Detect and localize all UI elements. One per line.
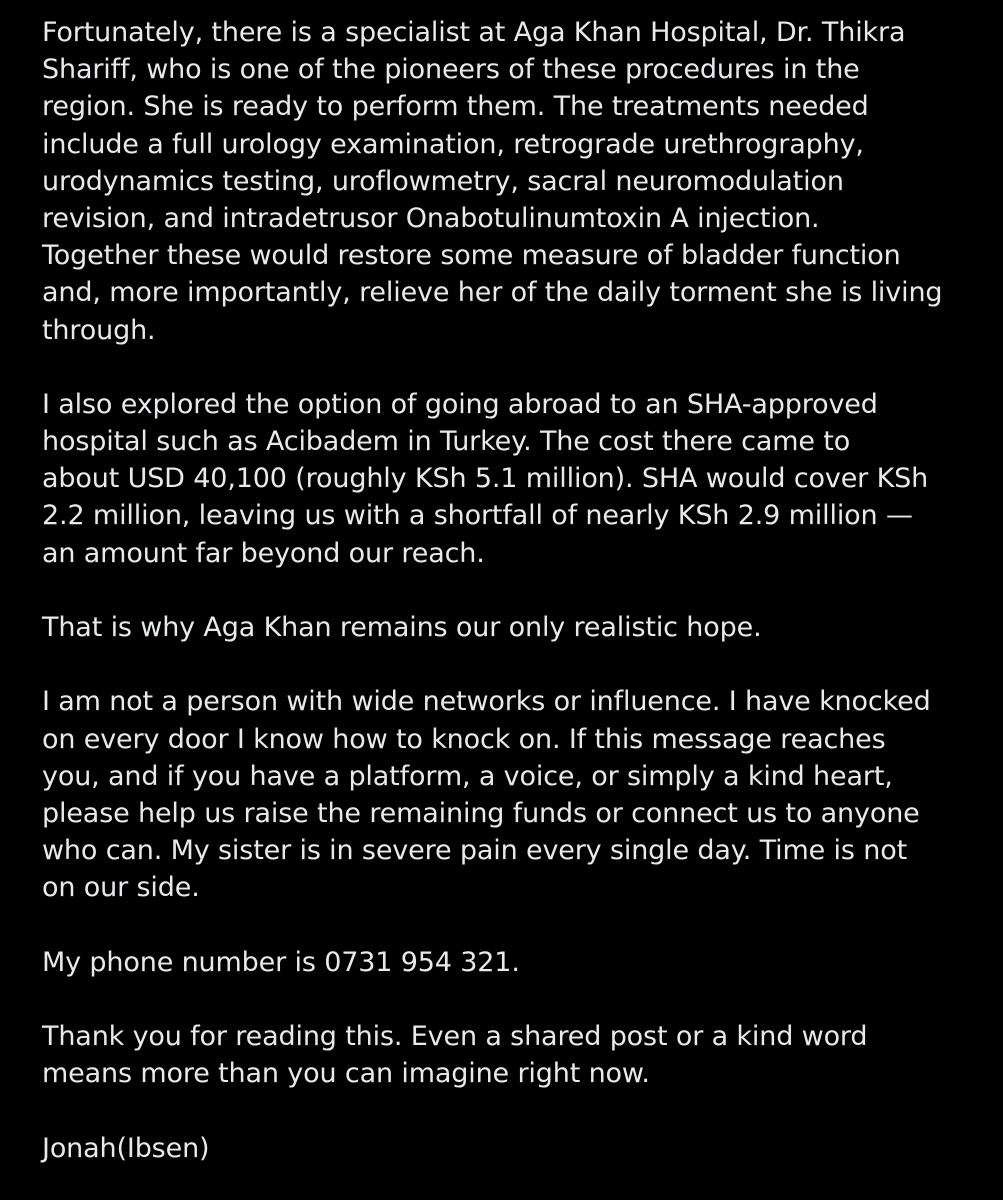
text-line: That is why Aga Khan remains our only realistic hope. bbox=[42, 612, 762, 643]
paragraph-specialist bbox=[42, 14, 972, 349]
text-line: Shariff, who is one of the pioneers of these procedures in the bbox=[42, 54, 860, 86]
text-line: Fortunately, there is a specialist at Aga Khan Hospital, Dr. Thikra bbox=[42, 17, 906, 48]
text-line: revision, and intradetrusor Onabotulinumtoxin A injection. bbox=[42, 202, 820, 234]
paragraph-gap bbox=[42, 907, 972, 944]
text-line: hospital such as Acibadem in Turkey. The cost there came to bbox=[42, 426, 851, 458]
text-line: and, more importantly, relieve her of the daily torment she is living bbox=[42, 277, 943, 309]
text-line: Thank you for reading this. Even a shared post or a kind word bbox=[42, 1021, 868, 1053]
text-line: I also explored the option of going abroad to an SHA-approved bbox=[42, 388, 878, 420]
text-line: on every door I know how to knock on. If this message reaches bbox=[42, 723, 886, 755]
text-line: 2.2 million, leaving us with a shortfall of nearly KSh 2.9 million — bbox=[42, 500, 913, 532]
text-line: means more than you can imagine right now. bbox=[42, 1058, 650, 1090]
paragraph-gap bbox=[42, 572, 972, 609]
text-line: who can. My sister is in severe pain every single day. Time is not bbox=[42, 835, 908, 867]
post-body bbox=[42, 14, 972, 1167]
phone-number-text: My phone number is 0731 954 321. bbox=[42, 946, 520, 978]
text-line: about USD 40,100 (roughly KSh 5.1 million). SHA would cover KSh bbox=[42, 463, 929, 495]
paragraph-thanks bbox=[42, 1018, 972, 1092]
paragraph-gap bbox=[42, 349, 972, 386]
text-line: urodynamics testing, uroflowmetry, sacral neuromodulation bbox=[42, 165, 844, 197]
paragraph-gap bbox=[42, 1092, 972, 1129]
text-line: Together these would restore some measure of bladder function bbox=[42, 240, 901, 272]
text-line: please help us raise the remaining funds or connect us to anyone bbox=[42, 797, 920, 829]
text-line: you, and if you have a platform, a voice, or simply a kind heart, bbox=[42, 760, 893, 792]
text-line: include a full urology examination, retrograde urethrography, bbox=[42, 128, 864, 160]
text-line: region. She is ready to perform them. The treatments needed bbox=[42, 91, 869, 123]
text-line: through. bbox=[42, 314, 156, 346]
text-line: an amount far beyond our reach. bbox=[42, 537, 485, 569]
paragraph-gap bbox=[42, 981, 972, 1018]
paragraph-only-hope bbox=[42, 609, 972, 646]
paragraph-phone bbox=[42, 944, 972, 981]
author-signature: Jonah(Ibsen) bbox=[42, 1132, 210, 1164]
paragraph-abroad-option bbox=[42, 386, 972, 572]
paragraph-appeal bbox=[42, 683, 972, 906]
paragraph-signature bbox=[42, 1130, 972, 1167]
text-line: I am not a person with wide networks or influence. I have knocked bbox=[42, 686, 931, 718]
paragraph-gap bbox=[42, 646, 972, 683]
text-line: on our side. bbox=[42, 872, 200, 904]
